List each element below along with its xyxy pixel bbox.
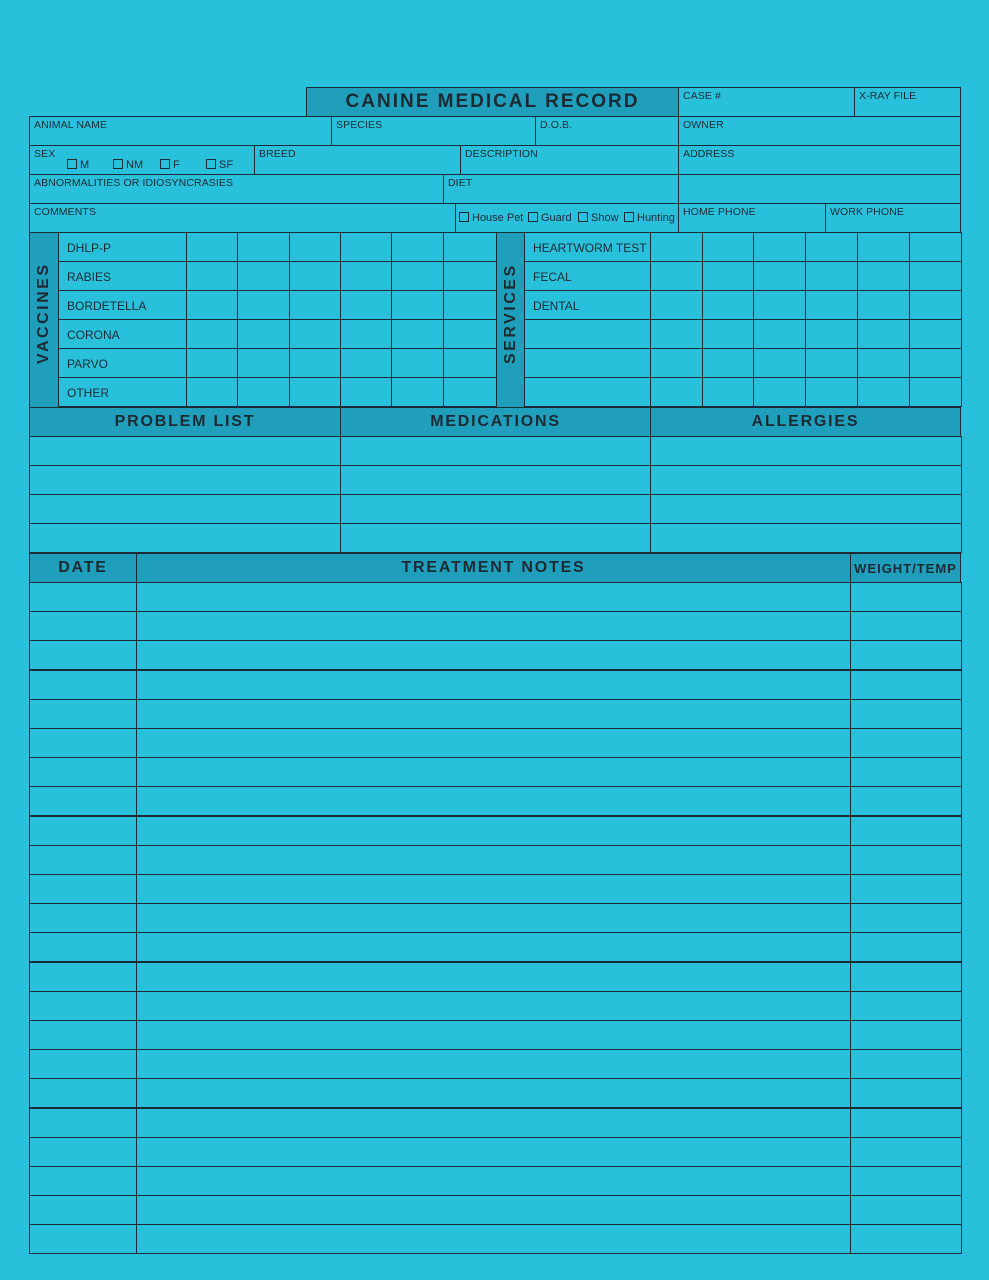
service-date-cell[interactable] — [909, 261, 962, 291]
service-date-cell[interactable] — [753, 261, 806, 291]
diet-field[interactable] — [443, 174, 679, 204]
checkbox-icon — [459, 212, 469, 222]
treatment-notes-cell[interactable] — [136, 1049, 851, 1079]
service-name: FECAL — [533, 270, 572, 284]
service-row-label-cell — [524, 290, 651, 320]
services-title: SERVICES — [502, 263, 519, 364]
service-date-cell[interactable] — [753, 290, 806, 320]
medications-header — [340, 407, 651, 437]
vaccine-name: DHLP-P — [67, 241, 112, 255]
medications-title: MEDICATIONS — [430, 413, 561, 430]
service-date-cell[interactable] — [805, 290, 858, 320]
service-date-cell[interactable] — [650, 348, 703, 378]
service-date-cell[interactable] — [650, 377, 703, 407]
service-date-cell[interactable] — [702, 377, 754, 407]
treatment-notes-cell[interactable] — [136, 640, 851, 670]
service-date-cell[interactable] — [805, 261, 858, 291]
vaccine-date-cell[interactable] — [186, 377, 238, 407]
species-label: SPECIES — [336, 119, 383, 131]
vaccine-date-cell[interactable] — [443, 319, 498, 349]
vaccine-date-cell[interactable] — [340, 290, 392, 320]
date-cell[interactable] — [29, 1166, 137, 1196]
service-date-cell[interactable] — [702, 348, 754, 378]
abnormalities-label: ABNORMALITIES OR IDIOSYNCRASIES — [34, 177, 234, 189]
checkbox-icon — [160, 159, 170, 169]
vaccine-date-cell[interactable] — [237, 232, 290, 262]
service-date-cell[interactable] — [909, 319, 962, 349]
vaccine-row-label-cell — [58, 319, 187, 349]
date-cell[interactable] — [29, 932, 137, 962]
weight-temp-cell[interactable] — [850, 670, 962, 700]
vaccine-date-cell[interactable] — [340, 261, 392, 291]
vaccine-date-cell[interactable] — [443, 348, 498, 378]
treatment-notes-cell[interactable] — [136, 699, 851, 729]
weight-temp-cell[interactable] — [850, 962, 962, 992]
date-cell[interactable] — [29, 1108, 137, 1138]
vaccine-date-cell[interactable] — [289, 290, 341, 320]
service-date-cell[interactable] — [805, 232, 858, 262]
checkbox-icon — [528, 212, 538, 222]
treatment-notes-cell[interactable] — [136, 1195, 851, 1225]
animal-name-label: ANIMAL NAME — [34, 119, 108, 131]
date-cell[interactable] — [29, 582, 137, 612]
weight-temp-cell[interactable] — [850, 1078, 962, 1108]
problem-list-cell[interactable] — [29, 465, 341, 495]
service-date-cell[interactable] — [909, 377, 962, 407]
vaccine-date-cell[interactable] — [237, 319, 290, 349]
description-label: DESCRIPTION — [465, 148, 538, 160]
vaccine-row-label-cell — [58, 290, 187, 320]
treatment-notes-header — [136, 553, 851, 583]
vaccine-date-cell[interactable] — [443, 377, 498, 407]
allergies-cell[interactable] — [650, 465, 962, 495]
weight-temp-cell[interactable] — [850, 728, 962, 758]
vaccine-date-cell[interactable] — [391, 348, 444, 378]
address-divider — [679, 174, 960, 175]
date-cell[interactable] — [29, 874, 137, 904]
weight-temp-cell[interactable] — [850, 640, 962, 670]
allergies-header — [650, 407, 961, 437]
vaccine-name: RABIES — [67, 270, 112, 284]
treatment-notes-cell[interactable] — [136, 728, 851, 758]
xray-file-field[interactable] — [854, 87, 961, 117]
service-row-label-cell — [524, 319, 651, 349]
service-date-cell[interactable] — [805, 377, 858, 407]
breed-label: BREED — [259, 148, 296, 160]
use-option-house-pet[interactable]: House Pet — [459, 212, 523, 224]
weight-temp-cell[interactable] — [850, 1195, 962, 1225]
service-name: DENTAL — [533, 299, 580, 313]
date-cell[interactable] — [29, 1224, 137, 1254]
weight-temp-title: WEIGHT/TEMP — [854, 560, 957, 576]
vaccine-date-cell[interactable] — [340, 232, 392, 262]
vaccine-date-cell[interactable] — [340, 377, 392, 407]
vaccine-date-cell[interactable] — [443, 232, 498, 262]
service-date-cell[interactable] — [650, 232, 703, 262]
vaccine-date-cell[interactable] — [391, 232, 444, 262]
treatment-notes-cell[interactable] — [136, 757, 851, 787]
service-date-cell[interactable] — [702, 261, 754, 291]
vaccine-name: BORDETELLA — [67, 299, 147, 313]
sex-option-sf[interactable]: SF — [206, 159, 233, 171]
medications-cell[interactable] — [340, 494, 651, 524]
vaccine-row-label-cell — [58, 377, 187, 407]
vaccine-date-cell[interactable] — [443, 261, 498, 291]
checkbox-icon — [624, 212, 634, 222]
vaccine-row-label-cell — [58, 232, 187, 262]
weight-temp-cell[interactable] — [850, 699, 962, 729]
allergies-title: ALLERGIES — [751, 413, 860, 430]
services-side-header — [496, 232, 525, 408]
service-date-cell[interactable] — [805, 348, 858, 378]
diet-label: DIET — [448, 177, 473, 189]
problem-list-cell[interactable] — [29, 523, 341, 553]
medications-cell[interactable] — [340, 465, 651, 495]
treatment-notes-cell[interactable] — [136, 1108, 851, 1138]
vaccines-title: VACCINES — [35, 262, 52, 364]
treatment-notes-cell[interactable] — [136, 611, 851, 641]
treatment-notes-cell[interactable] — [136, 582, 851, 612]
service-date-cell[interactable] — [805, 319, 858, 349]
service-row-label-cell — [524, 348, 651, 378]
date-cell[interactable] — [29, 962, 137, 992]
service-date-cell[interactable] — [650, 319, 703, 349]
service-date-cell[interactable] — [857, 232, 910, 262]
vaccine-date-cell[interactable] — [237, 261, 290, 291]
service-date-cell[interactable] — [857, 377, 910, 407]
date-cell[interactable] — [29, 786, 137, 816]
vaccine-date-cell[interactable] — [237, 290, 290, 320]
weight-temp-cell[interactable] — [850, 845, 962, 875]
sex-field — [29, 145, 255, 175]
home-phone-label: HOME PHONE — [683, 206, 756, 218]
treatment-notes-cell[interactable] — [136, 816, 851, 846]
weight-temp-cell[interactable] — [850, 1166, 962, 1196]
date-cell[interactable] — [29, 1137, 137, 1167]
vaccine-date-cell[interactable] — [340, 319, 392, 349]
medications-cell[interactable] — [340, 436, 651, 466]
weight-temp-header — [850, 553, 961, 583]
problem-list-cell[interactable] — [29, 436, 341, 466]
sex-option-f[interactable]: F — [160, 159, 180, 171]
treatment-notes-cell[interactable] — [136, 874, 851, 904]
vaccine-date-cell[interactable] — [186, 290, 238, 320]
treatment-notes-cell[interactable] — [136, 962, 851, 992]
checkbox-icon — [67, 159, 77, 169]
weight-temp-cell[interactable] — [850, 932, 962, 962]
service-date-cell[interactable] — [753, 232, 806, 262]
weight-temp-cell[interactable] — [850, 1108, 962, 1138]
weight-temp-cell[interactable] — [850, 786, 962, 816]
dob-field[interactable] — [535, 116, 679, 146]
vaccine-name: PARVO — [67, 357, 108, 371]
date-cell[interactable] — [29, 991, 137, 1021]
vaccine-row-label-cell — [58, 348, 187, 378]
service-row-label-cell — [524, 261, 651, 291]
case-number-label: CASE # — [683, 90, 721, 102]
xray-file-label: X-RAY FILE — [859, 90, 917, 102]
vaccine-date-cell[interactable] — [340, 348, 392, 378]
service-date-cell[interactable] — [857, 261, 910, 291]
treatment-notes-cell[interactable] — [136, 1078, 851, 1108]
weight-temp-cell[interactable] — [850, 1224, 962, 1254]
weight-temp-cell[interactable] — [850, 903, 962, 933]
sex-label: SEX — [34, 148, 56, 160]
date-cell[interactable] — [29, 816, 137, 846]
use-option-guard[interactable]: Guard — [528, 212, 572, 224]
vaccine-date-cell[interactable] — [289, 232, 341, 262]
work-phone-label: WORK PHONE — [830, 206, 904, 218]
date-cell[interactable] — [29, 903, 137, 933]
date-cell[interactable] — [29, 1049, 137, 1079]
vaccine-date-cell[interactable] — [186, 261, 238, 291]
owner-field[interactable] — [678, 116, 961, 146]
comments-label: COMMENTS — [34, 206, 97, 218]
treatment-notes-cell[interactable] — [136, 903, 851, 933]
treatment-notes-title: TREATMENT NOTES — [401, 559, 586, 576]
allergies-cell[interactable] — [650, 494, 962, 524]
use-option-show[interactable]: Show — [578, 212, 619, 224]
treatment-notes-cell[interactable] — [136, 1137, 851, 1167]
service-row-label-cell — [524, 232, 651, 262]
weight-temp-cell[interactable] — [850, 1137, 962, 1167]
vaccine-date-cell[interactable] — [237, 377, 290, 407]
vaccine-date-cell[interactable] — [289, 377, 341, 407]
vaccine-row-label-cell — [58, 261, 187, 291]
vaccine-date-cell[interactable] — [289, 319, 341, 349]
date-cell[interactable] — [29, 611, 137, 641]
service-date-cell[interactable] — [753, 377, 806, 407]
treatment-notes-cell[interactable] — [136, 991, 851, 1021]
breed-field[interactable] — [254, 145, 461, 175]
vaccine-date-cell[interactable] — [391, 261, 444, 291]
sex-option-m[interactable]: M — [67, 159, 89, 171]
service-date-cell[interactable] — [702, 232, 754, 262]
form-title — [306, 87, 679, 117]
vaccine-name: CORONA — [67, 328, 120, 342]
use-options-field — [455, 203, 679, 233]
service-date-cell[interactable] — [909, 348, 962, 378]
service-date-cell[interactable] — [753, 319, 806, 349]
allergies-cell[interactable] — [650, 436, 962, 466]
problem-list-cell[interactable] — [29, 494, 341, 524]
service-row-label-cell — [524, 377, 651, 407]
vaccine-date-cell[interactable] — [186, 232, 238, 262]
weight-temp-cell[interactable] — [850, 816, 962, 846]
sex-option-nm[interactable]: NM — [113, 159, 143, 171]
treatment-notes-cell[interactable] — [136, 845, 851, 875]
problem-list-header — [29, 407, 341, 437]
treatment-notes-cell[interactable] — [136, 1020, 851, 1050]
weight-temp-cell[interactable] — [850, 991, 962, 1021]
vaccine-date-cell[interactable] — [237, 348, 290, 378]
address-label: ADDRESS — [683, 148, 735, 160]
weight-temp-cell[interactable] — [850, 611, 962, 641]
date-title: DATE — [58, 559, 108, 576]
service-date-cell[interactable] — [909, 232, 962, 262]
service-date-cell[interactable] — [857, 290, 910, 320]
owner-label: OWNER — [683, 119, 724, 131]
service-date-cell[interactable] — [857, 319, 910, 349]
dob-label: D.O.B. — [540, 119, 573, 131]
vaccine-date-cell[interactable] — [289, 261, 341, 291]
service-date-cell[interactable] — [650, 261, 703, 291]
service-date-cell[interactable] — [650, 290, 703, 320]
checkbox-icon — [206, 159, 216, 169]
date-cell[interactable] — [29, 640, 137, 670]
vaccine-date-cell[interactable] — [186, 348, 238, 378]
problem-list-title: PROBLEM LIST — [114, 413, 256, 430]
vaccine-date-cell[interactable] — [391, 290, 444, 320]
vaccines-side-header — [29, 232, 59, 408]
checkbox-icon — [113, 159, 123, 169]
weight-temp-cell[interactable] — [850, 874, 962, 904]
service-date-cell[interactable] — [753, 348, 806, 378]
date-cell[interactable] — [29, 757, 137, 787]
vaccine-name: OTHER — [67, 386, 109, 400]
service-date-cell[interactable] — [909, 290, 962, 320]
species-field[interactable] — [331, 116, 536, 146]
vaccine-date-cell[interactable] — [391, 319, 444, 349]
date-cell[interactable] — [29, 699, 137, 729]
checkbox-icon — [578, 212, 588, 222]
weight-temp-cell[interactable] — [850, 1020, 962, 1050]
home-phone-field[interactable] — [678, 203, 826, 233]
date-header — [29, 553, 137, 583]
case-number-field[interactable] — [678, 87, 855, 117]
service-date-cell[interactable] — [702, 290, 754, 320]
treatment-notes-cell[interactable] — [136, 786, 851, 816]
service-date-cell[interactable] — [702, 319, 754, 349]
weight-temp-cell[interactable] — [850, 582, 962, 612]
comments-field[interactable] — [29, 203, 456, 233]
work-phone-field[interactable] — [825, 203, 961, 233]
date-cell[interactable] — [29, 845, 137, 875]
vaccine-date-cell[interactable] — [186, 319, 238, 349]
weight-temp-cell[interactable] — [850, 1049, 962, 1079]
date-cell[interactable] — [29, 1020, 137, 1050]
vaccine-date-cell[interactable] — [443, 290, 498, 320]
date-cell[interactable] — [29, 1078, 137, 1108]
abnormalities-field[interactable] — [29, 174, 444, 204]
treatment-notes-cell[interactable] — [136, 1166, 851, 1196]
form-title-text: CANINE MEDICAL RECORD — [345, 91, 640, 112]
medications-cell[interactable] — [340, 523, 651, 553]
weight-temp-cell[interactable] — [850, 757, 962, 787]
service-name: HEARTWORM TEST — [533, 241, 647, 255]
date-cell[interactable] — [29, 1195, 137, 1225]
allergies-cell[interactable] — [650, 523, 962, 553]
treatment-notes-cell[interactable] — [136, 670, 851, 700]
vaccine-date-cell[interactable] — [289, 348, 341, 378]
use-option-hunting[interactable]: Hunting — [624, 212, 675, 224]
description-field[interactable] — [460, 145, 679, 175]
treatment-notes-cell[interactable] — [136, 932, 851, 962]
address-field[interactable] — [678, 145, 961, 204]
vaccine-date-cell[interactable] — [391, 377, 444, 407]
treatment-notes-cell[interactable] — [136, 1224, 851, 1254]
service-date-cell[interactable] — [857, 348, 910, 378]
date-cell[interactable] — [29, 728, 137, 758]
date-cell[interactable] — [29, 670, 137, 700]
animal-name-field[interactable] — [29, 116, 332, 146]
